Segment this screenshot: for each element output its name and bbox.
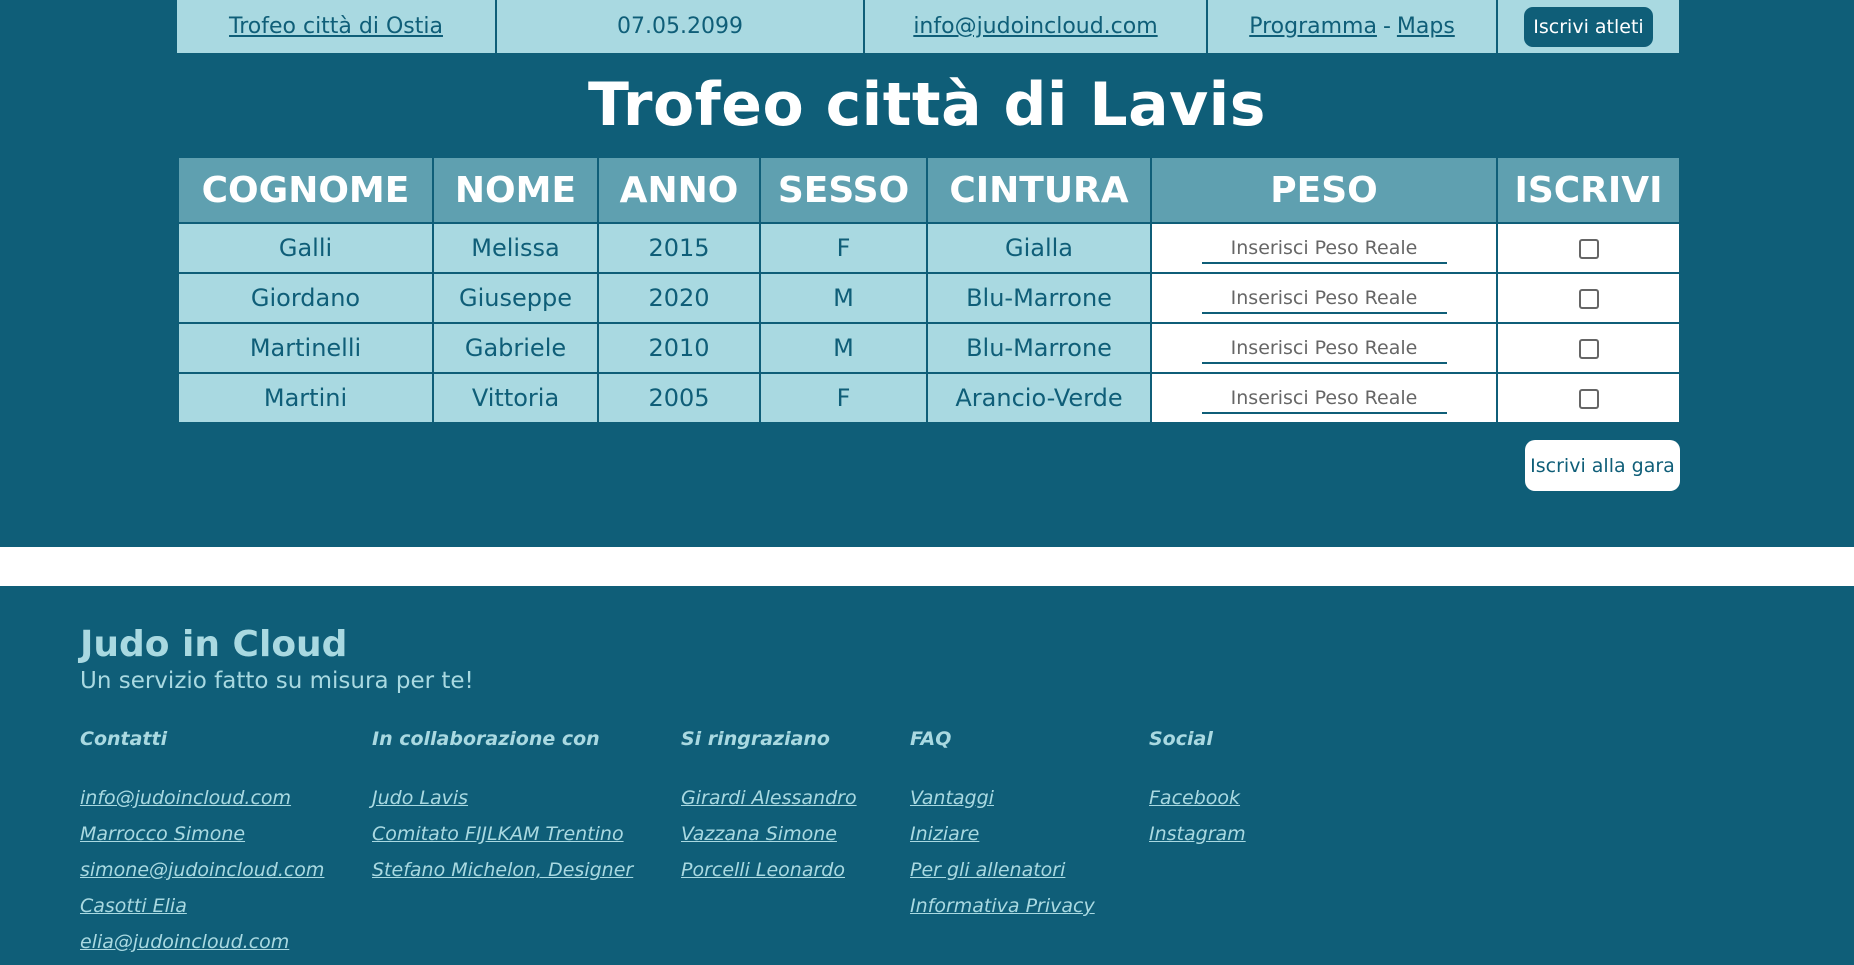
cell-iscrivi [1497,323,1680,373]
weight-input[interactable] [1202,234,1447,264]
register-checkbox[interactable] [1579,389,1599,409]
footer-column-title: Social [1149,728,1213,750]
register-athletes-button[interactable]: Iscrivi atleti [1524,7,1652,47]
competition-name-cell [177,0,497,53]
footer-column-title: In collaborazione con [372,728,600,750]
footer-column-title: Contatti [80,728,168,750]
competition-date-cell [497,0,865,53]
athletes-table [177,156,1681,424]
footer-link[interactable]: Vazzana Simone [681,823,837,845]
header-peso: PESO [1151,157,1497,223]
previous-competition-row [177,0,1679,53]
footer-column-title: FAQ [910,728,952,750]
footer-link[interactable]: info@judoincloud.com [80,787,292,809]
cell-nome: Vittoria [433,373,598,423]
footer-link[interactable]: Vantaggi [910,787,994,809]
footer-link[interactable]: Informativa Privacy [910,895,1095,917]
cell-cognome: Martini [178,373,433,423]
header-iscrivi: ISCRIVI [1497,157,1680,223]
table-row [178,223,1680,273]
footer-column-faq [910,728,1095,924]
cell-anno: 2015 [598,223,760,273]
header-anno: ANNO [598,157,760,223]
cell-sesso: F [760,373,927,423]
register-checkbox[interactable] [1579,239,1599,259]
table-row [178,273,1680,323]
footer [0,586,1854,965]
cell-cintura: Arancio-Verde [927,373,1151,423]
footer-tagline: Un servizio fatto su misura per te! [80,668,474,694]
footer-link[interactable]: Judo Lavis [372,787,469,809]
weight-input[interactable] [1202,334,1447,364]
cell-cintura: Gialla [927,223,1151,273]
register-checkbox[interactable] [1579,289,1599,309]
footer-link[interactable]: simone@judoincloud.com [80,859,325,881]
facebook-link[interactable]: Facebook [1149,787,1241,809]
table-row [178,323,1680,373]
footer-column-title: Si ringraziano [681,728,830,750]
footer-column-contatti [80,728,324,960]
competition-title: Trofeo città di Lavis [588,70,1266,140]
maps-link[interactable]: Maps [1396,14,1455,39]
cell-sesso: M [760,273,927,323]
footer-link[interactable]: Stefano Michelon, Designer [372,859,634,881]
footer-link[interactable]: Girardi Alessandro [681,787,857,809]
footer-column-collaborazione [372,728,633,888]
footer-column-ringraziamenti [681,728,857,888]
footer-link[interactable]: Per gli allenatori [910,859,1066,881]
table-header-row [178,157,1680,223]
header-cognome: COGNOME [178,157,433,223]
header-nome: NOME [433,157,598,223]
cell-cintura: Blu-Marrone [927,273,1151,323]
cell-anno: 2005 [598,373,760,423]
footer-link[interactable]: Comitato FIJLKAM Trentino [372,823,624,845]
link-separator: - [1382,14,1391,39]
footer-link[interactable]: Marrocco Simone [80,823,246,845]
cell-peso [1151,223,1497,273]
cell-cognome: Martinelli [178,323,433,373]
footer-link[interactable]: Porcelli Leonardo [681,859,845,881]
cell-sesso: M [760,323,927,373]
cell-peso [1151,273,1497,323]
cell-anno: 2010 [598,323,760,373]
footer-brand: Judo in Cloud [80,624,348,665]
footer-column-social [1149,728,1246,852]
competition-email-link[interactable]: info@judoincloud.com [913,14,1158,39]
header-cintura: CINTURA [927,157,1151,223]
cell-iscrivi [1497,373,1680,423]
cell-peso [1151,323,1497,373]
weight-input[interactable] [1202,384,1447,414]
register-athletes-cell [1498,0,1679,53]
instagram-link[interactable]: Instagram [1149,823,1246,845]
footer-link[interactable]: elia@judoincloud.com [80,931,290,953]
weight-input[interactable] [1202,284,1447,314]
cell-cintura: Blu-Marrone [927,323,1151,373]
cell-nome: Gabriele [433,323,598,373]
cell-peso [1151,373,1497,423]
cell-cognome: Galli [178,223,433,273]
cell-anno: 2020 [598,273,760,323]
cell-iscrivi [1497,223,1680,273]
submit-registration-button[interactable]: Iscrivi alla gara [1525,440,1680,491]
cell-sesso: F [760,223,927,273]
table-row [178,373,1680,423]
section-divider [0,547,1854,586]
cell-iscrivi [1497,273,1680,323]
register-checkbox[interactable] [1579,339,1599,359]
competition-date: 07.05.2099 [617,14,743,39]
footer-link[interactable]: Casotti Elia [80,895,187,917]
cell-nome: Giuseppe [433,273,598,323]
program-link[interactable]: Programma [1249,14,1377,39]
cell-cognome: Giordano [178,273,433,323]
competition-links-cell [1208,0,1498,53]
competition-email-cell [865,0,1208,53]
competition-name-link[interactable]: Trofeo città di Ostia [229,14,443,39]
header-sesso: SESSO [760,157,927,223]
footer-link[interactable]: Iniziare [910,823,980,845]
cell-nome: Melissa [433,223,598,273]
